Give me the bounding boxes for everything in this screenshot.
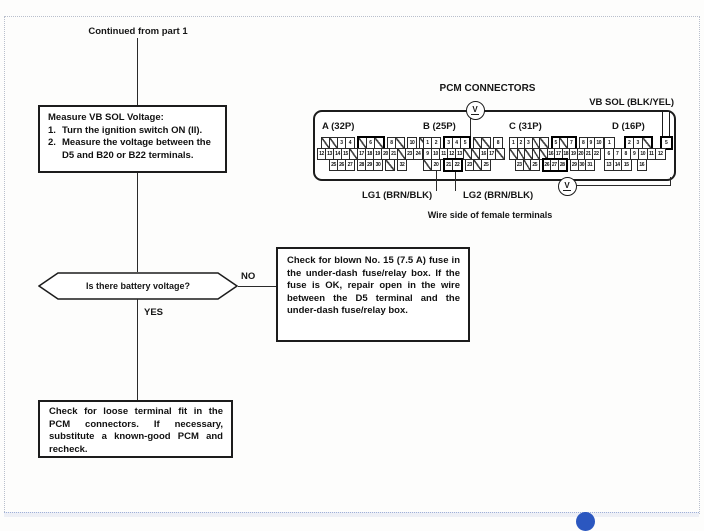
terminal-cell-b22: 22 — [454, 161, 460, 168]
terminal-cell-a10: 10 — [409, 140, 415, 146]
terminal-cell-c18: 18 — [563, 151, 569, 157]
terminal-cell-unused — [396, 138, 404, 148]
terminal-cell-b8: 8 — [494, 138, 502, 148]
terminal-cell-b17: 17 — [488, 149, 496, 159]
terminal-cell-unused — [540, 138, 548, 148]
terminal-cell-unused — [474, 160, 482, 170]
terminal-cell-a27: 27 — [347, 162, 353, 168]
terminal-cell-a28: 28 — [358, 160, 366, 170]
terminal-cell-b11: 11 — [440, 149, 448, 159]
terminal-cell-a32: 32 — [399, 162, 405, 168]
connector-b-row — [423, 159, 491, 172]
measure-vbsol-voltage-box — [38, 105, 227, 173]
blue-marker-circle — [576, 512, 595, 531]
no-branch-line — [238, 286, 276, 287]
terminal-cell-a4: 4 — [346, 138, 354, 148]
terminal-cell-c27: 27 — [551, 161, 557, 168]
bottom-dotted-band — [4, 512, 699, 517]
terminal-cell-a30: 30 — [375, 162, 381, 168]
terminal-cell-d6: 6 — [605, 149, 614, 159]
terminal-cell-unused — [330, 138, 338, 148]
terminal-cell-unused — [398, 149, 406, 159]
terminal-cell-d11: 11 — [648, 149, 657, 159]
terminal-cell-c31: 31 — [587, 162, 593, 168]
lg2-lead — [455, 170, 456, 191]
terminal-cell-d7: 7 — [614, 149, 623, 159]
measure-step-1 — [48, 125, 219, 138]
check-fuse-text: Check for blown No. 15 (7.5 A) fuse in the under-dash fuse/relay box. If the fuse is OK, repair open in the wire between the D5 terminal and the under-dash fuse/relay box. — [287, 255, 460, 316]
terminal-cell-a3: 3 — [338, 138, 346, 148]
terminal-cell-a17: 17 — [358, 149, 366, 159]
measure-step-2 — [48, 137, 219, 162]
terminal-cell-d15: 15 — [623, 162, 629, 168]
connector-c-label: C (31P) — [509, 121, 542, 132]
terminal-cell-b20: 20 — [433, 162, 439, 168]
terminal-cell-b12: 12 — [448, 149, 456, 159]
terminal-cell-b25: 25 — [483, 162, 489, 168]
pin-group — [357, 159, 383, 171]
terminal-cell-b3: 3 — [445, 138, 453, 148]
terminal-cell-d1: 1 — [605, 138, 614, 148]
terminal-cell-a15: 15 — [342, 149, 350, 159]
voltmeter-bottom-lead-riser — [670, 177, 671, 185]
check-terminal-fit-text: Check for loose terminal fit in the PCM connectors. If necessary, substitute a known-good PCM and recheck. — [49, 406, 223, 455]
pin-group — [604, 159, 632, 171]
terminal-cell-d10: 10 — [639, 149, 648, 159]
terminal-cell-d9: 9 — [631, 149, 640, 159]
terminal-cell-a19: 19 — [374, 149, 382, 159]
flow-line-middle — [137, 173, 138, 272]
pin-group — [637, 159, 648, 171]
lg1-lead — [436, 170, 437, 191]
terminal-cell-b10: 10 — [432, 149, 440, 159]
pin-group — [515, 159, 540, 171]
step-2-number: 2. — [48, 137, 56, 148]
terminal-cell-a29: 29 — [366, 160, 374, 170]
step-1-number: 1. — [48, 124, 56, 136]
terminal-cell-a18: 18 — [366, 149, 374, 159]
terminal-cell-c8: 8 — [580, 138, 588, 148]
terminal-cell-d8: 8 — [622, 149, 631, 159]
terminal-cell-d3: 3 — [634, 138, 643, 148]
terminal-cell-c9: 9 — [588, 138, 596, 148]
terminal-cell-d14: 14 — [614, 160, 623, 170]
terminal-cell-a24: 24 — [415, 151, 421, 157]
voltmeter-top-symbol: V — [472, 105, 478, 114]
terminal-cell-b1: 1 — [424, 138, 432, 148]
terminal-cell-b9: 9 — [424, 149, 432, 159]
pin-group — [385, 159, 395, 171]
decision-question: Is there battery voltage? — [85, 281, 191, 291]
terminal-cell-a25: 25 — [330, 160, 338, 170]
terminal-cell-a26: 26 — [338, 160, 346, 170]
flow-line-bottom — [137, 299, 138, 400]
terminal-cell-unused — [510, 149, 518, 159]
step-2-text: Measure the voltage between the D5 and B20 or B22 terminals. — [62, 137, 211, 161]
terminal-cell-unused — [533, 138, 541, 148]
terminal-cell-c28: 28 — [559, 161, 565, 168]
terminal-cell-unused — [560, 138, 568, 148]
terminal-cell-d12: 12 — [657, 151, 663, 157]
terminal-cell-unused — [474, 138, 482, 148]
terminal-cell-c17: 17 — [555, 151, 561, 157]
lg2-wire-label: LG2 (BRN/BLK) — [463, 190, 534, 201]
terminal-cell-unused — [496, 149, 504, 159]
voltmeter-bottom-symbol: V — [564, 181, 570, 190]
terminal-cell-d2: 2 — [626, 138, 635, 148]
pin-group — [570, 159, 595, 171]
terminal-cell-a8: 8 — [388, 138, 396, 148]
terminal-cell-a20: 20 — [382, 149, 390, 159]
terminal-cell-c23: 23 — [516, 162, 522, 168]
terminal-cell-unused — [375, 138, 383, 148]
terminal-cell-a21: 21 — [390, 149, 398, 159]
lg1-wire-label: LG1 (BRN/BLK) — [362, 190, 433, 201]
voltmeter-icon-top — [466, 101, 485, 120]
terminal-cell-d13: 13 — [605, 160, 614, 170]
flow-line-top — [137, 38, 138, 105]
terminal-cell-a12: 12 — [318, 149, 326, 159]
terminal-cell-c16: 16 — [548, 151, 554, 157]
terminal-cell-c26: 26 — [544, 161, 550, 168]
terminal-cell-b5: 5 — [461, 138, 469, 148]
terminal-cell-d5: 5 — [662, 138, 671, 148]
connector-a-label: A (32P) — [322, 121, 355, 132]
connector-c-row — [515, 159, 595, 172]
pin-group — [397, 159, 407, 171]
terminal-cell-b4: 4 — [453, 138, 461, 148]
measure-box-title: Measure VB SOL Voltage: — [48, 112, 164, 123]
terminal-cell-unused — [359, 138, 367, 148]
terminal-cell-a14: 14 — [334, 149, 342, 159]
connector-d-label: D (16P) — [612, 121, 645, 132]
terminal-cell-c25: 25 — [532, 162, 538, 168]
wire-side-caption: Wire side of female terminals — [427, 210, 553, 220]
terminal-cell-a23: 23 — [406, 149, 414, 159]
vb-sol-wire-label: VB SOL (BLK/YEL) — [589, 97, 674, 108]
pcm-connectors-title: PCM CONNECTORS — [439, 83, 536, 94]
terminal-cell-unused — [643, 138, 652, 148]
voltmeter-icon-bottom — [558, 177, 577, 196]
check-terminal-fit-box — [38, 400, 233, 458]
terminal-cell-c30: 30 — [579, 162, 585, 168]
terminal-cell-c20: 20 — [578, 151, 584, 157]
terminal-cell-b2: 2 — [432, 138, 440, 148]
terminal-cell-unused — [350, 149, 358, 159]
terminal-cell-b16: 16 — [480, 149, 488, 159]
terminal-cell-c3: 3 — [525, 138, 533, 148]
terminal-cell-unused — [525, 149, 533, 159]
no-branch-label: NO — [241, 271, 256, 282]
terminal-cell-unused — [464, 149, 472, 159]
terminal-cell-b13: 13 — [456, 149, 464, 159]
terminal-cell-c29: 29 — [571, 162, 577, 168]
terminal-cell-b23: 23 — [466, 160, 474, 170]
terminal-cell-c7: 7 — [568, 138, 576, 148]
terminal-cell-c22: 22 — [593, 151, 599, 157]
pin-group — [423, 159, 441, 171]
terminal-cell-unused — [482, 138, 490, 148]
terminal-cell-unused — [524, 160, 532, 170]
terminal-cell-unused — [472, 149, 480, 159]
terminal-cell-c19: 19 — [570, 151, 576, 157]
connector-d-row — [604, 159, 647, 171]
check-fuse-box — [276, 247, 470, 342]
terminal-cell-a13: 13 — [326, 149, 334, 159]
step-1-text: Turn the ignition switch ON (II). — [62, 124, 203, 136]
terminal-cell-unused — [518, 149, 526, 159]
terminal-cell-c1: 1 — [510, 138, 518, 148]
terminal-cell-unused — [533, 149, 541, 159]
terminal-cell-unused — [386, 160, 394, 170]
pin-group — [329, 159, 355, 171]
connector-a-row — [329, 159, 407, 171]
terminal-cell-c2: 2 — [518, 138, 526, 148]
terminal-cell-c10: 10 — [596, 140, 602, 146]
terminal-cell-unused — [322, 138, 330, 148]
pin-group — [443, 158, 463, 172]
terminal-cell-a6: 6 — [367, 138, 375, 148]
pin-group — [465, 159, 491, 171]
connector-b-label: B (25P) — [423, 121, 456, 132]
terminal-cell-unused — [424, 160, 432, 170]
yes-branch-label: YES — [144, 307, 164, 318]
continued-from-part1-label: Continued from part 1 — [88, 26, 188, 37]
voltmeter-bottom-lead — [574, 185, 671, 186]
terminal-cell-c21: 21 — [585, 151, 591, 157]
pin-group — [542, 158, 569, 172]
terminal-cell-d16: 16 — [639, 162, 645, 168]
terminal-cell-c5: 5 — [553, 138, 561, 148]
terminal-cell-b21: 21 — [445, 160, 453, 170]
